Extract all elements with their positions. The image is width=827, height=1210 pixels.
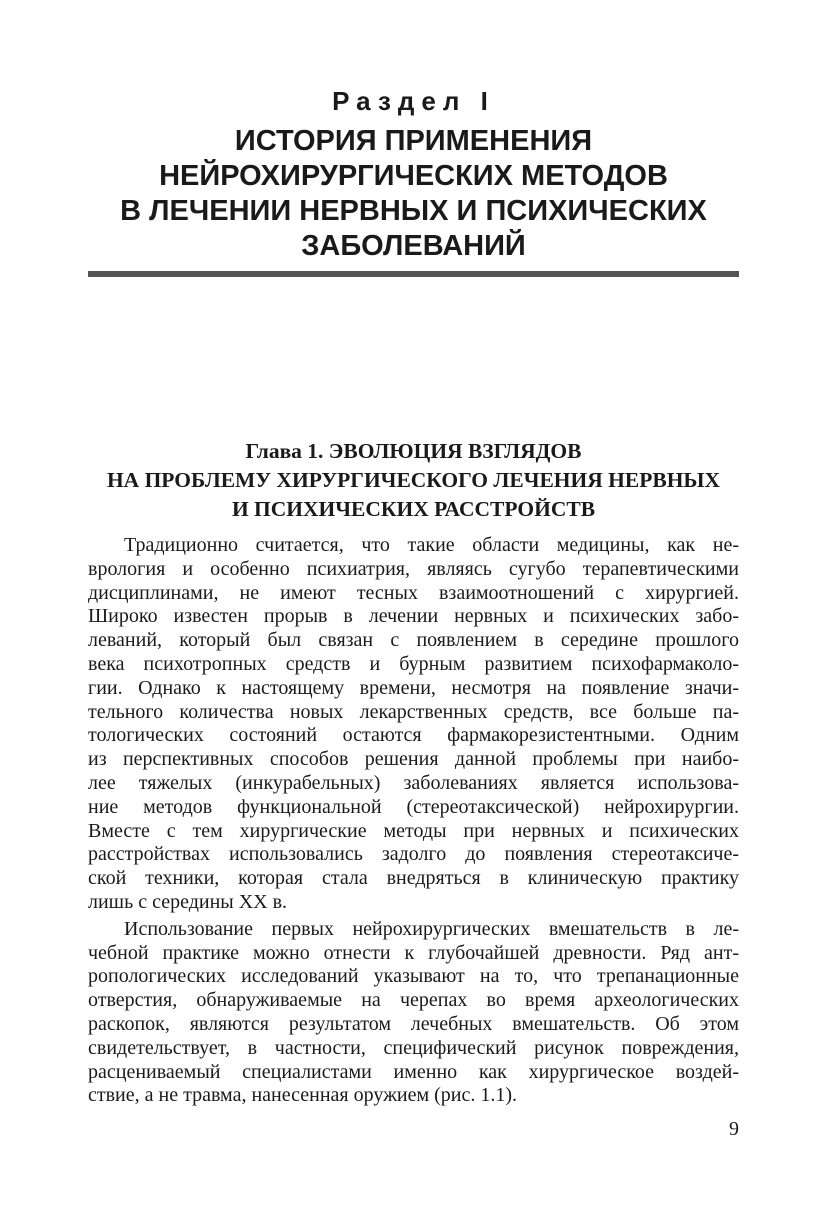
text-line: отверстия, обнаруживаемые на черепах во время археологических xyxy=(88,989,739,1012)
chapter-title-line: И ПСИХИЧЕСКИХ РАССТРОЙСТВ xyxy=(231,497,596,521)
chapter-title-line: НА ПРОБЛЕМУ ХИРУРГИЧЕСКОГО ЛЕЧЕНИЯ НЕРВНЫХ xyxy=(106,468,721,492)
text-line: дисциплинами, не имеют тесных взаимоотношений с хирургией. xyxy=(88,581,739,604)
text-line: тологических состояний остаются фармакорезистентными. Одним xyxy=(88,724,739,747)
text-line: расцениваемый специалистами именно как хирургическое воздей- xyxy=(88,1060,739,1083)
section-title-line: ИСТОРИЯ ПРИМЕНЕНИЯ xyxy=(234,125,593,157)
paragraph xyxy=(88,918,739,1108)
section-title-line: В ЛЕЧЕНИИ НЕРВНЫХ И ПСИХИЧЕСКИХ xyxy=(120,195,707,227)
text-line: ствие, а не травма, нанесенная оружием (рис. 1.1). xyxy=(88,1084,518,1107)
text-line: врология и особенно психиатрия, являясь сугубо терапевтическими xyxy=(88,557,739,580)
page-number: 9 xyxy=(729,1118,739,1140)
chapter-title-line: Глава 1. ЭВОЛЮЦИЯ ВЗГЛЯДОВ xyxy=(245,439,582,463)
chapter-title xyxy=(88,437,739,524)
paragraph xyxy=(88,534,739,915)
text-line: лее тяжелых (инкурабельных) заболеваниях является использова- xyxy=(88,771,739,794)
section-title xyxy=(88,124,739,264)
section-label: Раздел I xyxy=(332,86,495,116)
text-line: ропологических исследований указывают на то, что трепанационные xyxy=(88,965,739,988)
text-line: века психотропных средств и бурным развитием психофармаколо- xyxy=(88,652,739,675)
section-title-line: ЗАБОЛЕВАНИЙ xyxy=(301,230,526,262)
text-line: ской техники, которая стала внедряться в клиническую практику xyxy=(88,867,739,890)
text-line: тельного количества новых лекарственных средств, все больше па- xyxy=(88,700,739,723)
text-line: чебной практике можно отнести к глубочайшей древности. Ряд ант- xyxy=(88,941,739,964)
text-line: Широко известен прорыв в лечении нервных и психических забо- xyxy=(88,605,739,628)
text-line: свидетельствует, в частности, специфический рисунок повреждения, xyxy=(88,1036,739,1059)
section-title-line: НЕЙРОХИРУРГИЧЕСКИХ МЕТОДОВ xyxy=(159,160,668,192)
text-line: леваний, который был связан с появлением в середине прошлого xyxy=(88,629,739,652)
text-line: раскопок, являются результатом лечебных вмешательств. Об этом xyxy=(88,1012,739,1035)
text-line: расстройствах использовались задолго до появления стереотаксиче- xyxy=(88,843,739,866)
text-line: лишь с середины XX в. xyxy=(88,890,288,913)
text-line: Традиционно считается, что такие области медицины, как не- xyxy=(124,534,739,556)
text-line: Вместе с тем хирургические методы при нервных и психических xyxy=(88,819,739,842)
text-line: Использование первых нейрохирургических вмешательств в ле- xyxy=(124,917,739,940)
body-text xyxy=(88,534,739,1108)
section-divider xyxy=(88,271,739,277)
text-line: ние методов функциональной (стереотаксической) нейрохирургии. xyxy=(88,795,739,818)
text-line: из перспективных способов решения данной проблемы при наибо- xyxy=(88,748,739,771)
text-line: гии. Однако к настоящему времени, несмотря на появление значи- xyxy=(88,676,739,699)
